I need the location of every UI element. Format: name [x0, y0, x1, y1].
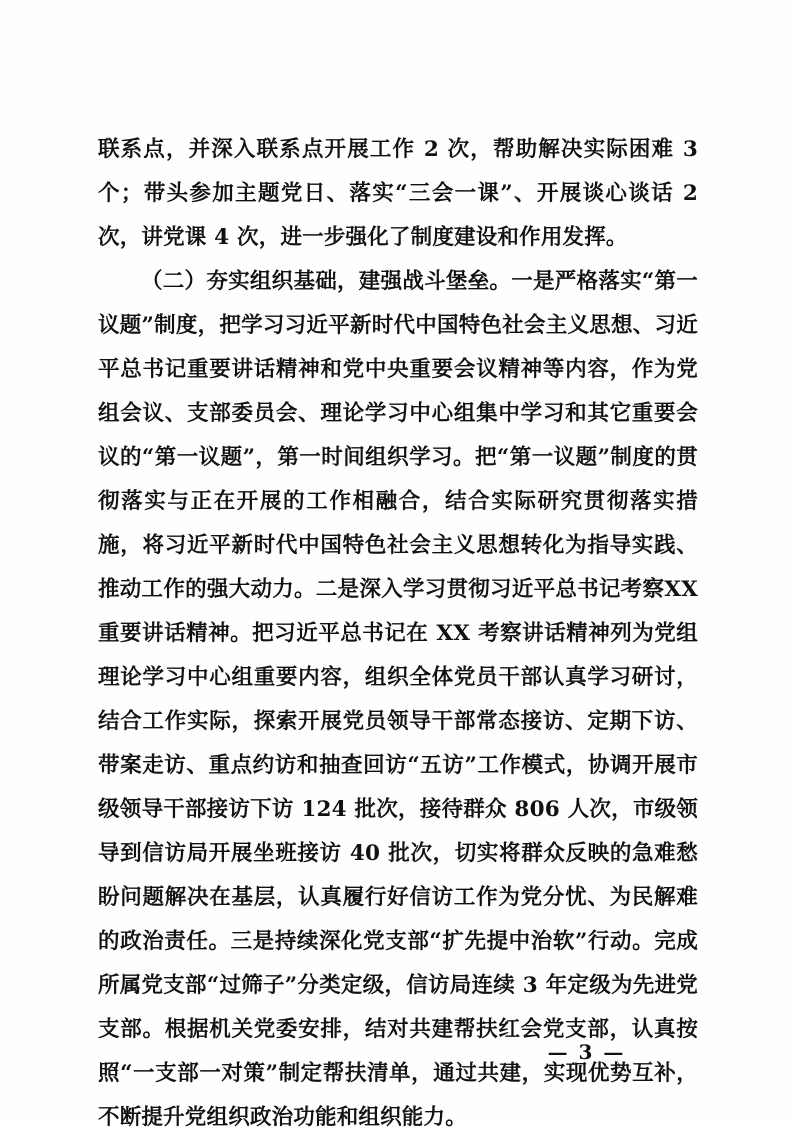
- page-number: — 3 —: [547, 1040, 626, 1064]
- document-body: [98, 128, 698, 1140]
- section-two-text: 一是严格落实“第一议题”制度，把学习习近平新时代中国特色社会主义思想、习近平总书记重要讲话精神和党中央重要会议精神等内容，作为党组会议、支部委员会、理论学习中心组集中学习和其它重要会议的“第一议题”，第一时间组织学习。把“第一议题”制度的贯彻落实与正在开展的工作相融合，结合实际研究贯彻落实措施，将习近平新时代中国特色社会主义思想转化为指导实践、推动工作的强大动力。二是深入学习贯彻习近平总书记考察XX重要讲话精神。把习近平总书记在 XX 考察讲话精神列为党组理论学习中心组重要内容，组织全体党员干部认真学习研讨，结合工作实际，探索开展党员领导干部常态接访、定期下访、带案走访、重点约访和抽查回访“五访”工作模式，协调开展市级领导干部接访下访 124 批次，接待群众 806 人次，市级领导到信访局开展坐班接访 40 批次，切实将群众反映的急难愁盼问题解决在基层，认真履行好信访工作为党分忧、为民解难的政治责任。三是持续深化党支部“扩先提中治软”行动。完成所属党支部“过筛子”分类定级，信访局连续 3 年定级为先进党支部。根据机关党委安排，结对共建帮扶红会党支部，认真按照“一支部一对策”制定帮扶清单，通过共建，实现优势互补，不断提升党组织政治功能和组织能力。: [98, 269, 699, 1130]
- page-footer: [0, 1040, 793, 1064]
- paragraph-continuation: 联系点，并深入联系点开展工作 2 次，帮助解决实际困难 3 个；带头参加主题党日、落实“三会一课”、开展谈心谈话 2 次，讲党课 4 次，进一步强化了制度建设和作用发挥。: [98, 137, 698, 250]
- section-heading-two: （二）夯实组织基础，建强战斗堡垒。: [141, 269, 512, 294]
- paragraph-section-two: [98, 260, 698, 1140]
